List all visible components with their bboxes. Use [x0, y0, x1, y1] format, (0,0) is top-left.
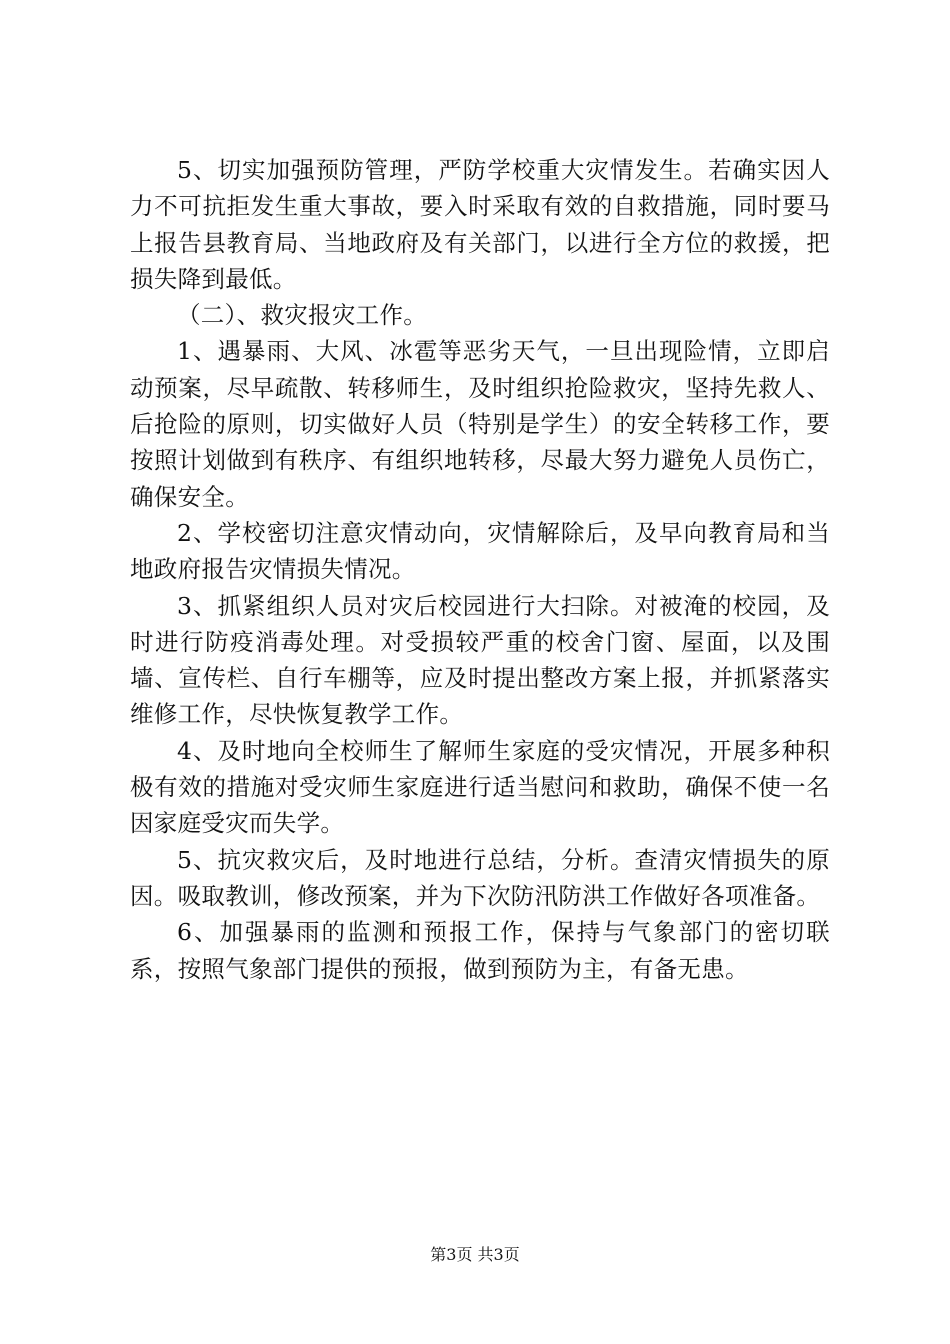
paragraph-disaster-monitoring: 2、学校密切注意灾情动向，灾情解除后，及早向教育局和当地政府报告灾情损失情况。 — [130, 518, 830, 584]
section-heading-disaster-relief: （二）、救灾报灾工作。 — [177, 301, 428, 330]
paragraph-severe-weather: 1、遇暴雨、大风、冰雹等恶劣天气，一旦出现险情，立即启动预案，尽早疏散、转移师生，及时组织抢险救灾，坚持先救人、后抢险的原则，切实做好人员（特别是学生）的安全转移工作，要按照计划做到有秩序、有组织地转移，尽最大努力避免人员伤亡，确保安全。 — [130, 337, 830, 511]
document-body — [130, 152, 830, 987]
paragraph-campus-cleanup: 3、抓紧组织人员对灾后校园进行大扫除。对被淹的校园，及时进行防疫消毒处理。对受损较严重的校舍门窗、屋面，以及围墙、宣传栏、自行车棚等，应及时提出整改方案上报，并抓紧落实维修工作，尽快恢复教学工作。 — [130, 591, 830, 729]
paragraph-prevention-management: 5、切实加强预防管理，严防学校重大灾情发生。若确实因人力不可抗拒发生重大事故，要入时采取有效的自救措施，同时要马上报告县教育局、当地政府及有关部门，以进行全方位的救援，把损失降到最低。 — [130, 156, 830, 293]
paragraph-summary-analysis: 5、抗灾救灾后，及时地进行总结，分析。查清灾情损失的原因。吸取教训，修改预案，并为下次防汛防洪工作做好各项准备。 — [130, 845, 830, 910]
paragraph-weather-forecast: 6、加强暴雨的监测和预报工作，保持与气象部门的密切联系，按照气象部门提供的预报，做到预防为主，有备无患。 — [130, 918, 830, 983]
paragraph-family-assistance: 4、及时地向全校师生了解师生家庭的受灾情况，开展多种积极有效的措施对受灾师生家庭进行适当慰问和救助，确保不使一名因家庭受灾而失学。 — [130, 736, 830, 838]
page-number-footer: 第3页 共3页 — [430, 1245, 520, 1264]
